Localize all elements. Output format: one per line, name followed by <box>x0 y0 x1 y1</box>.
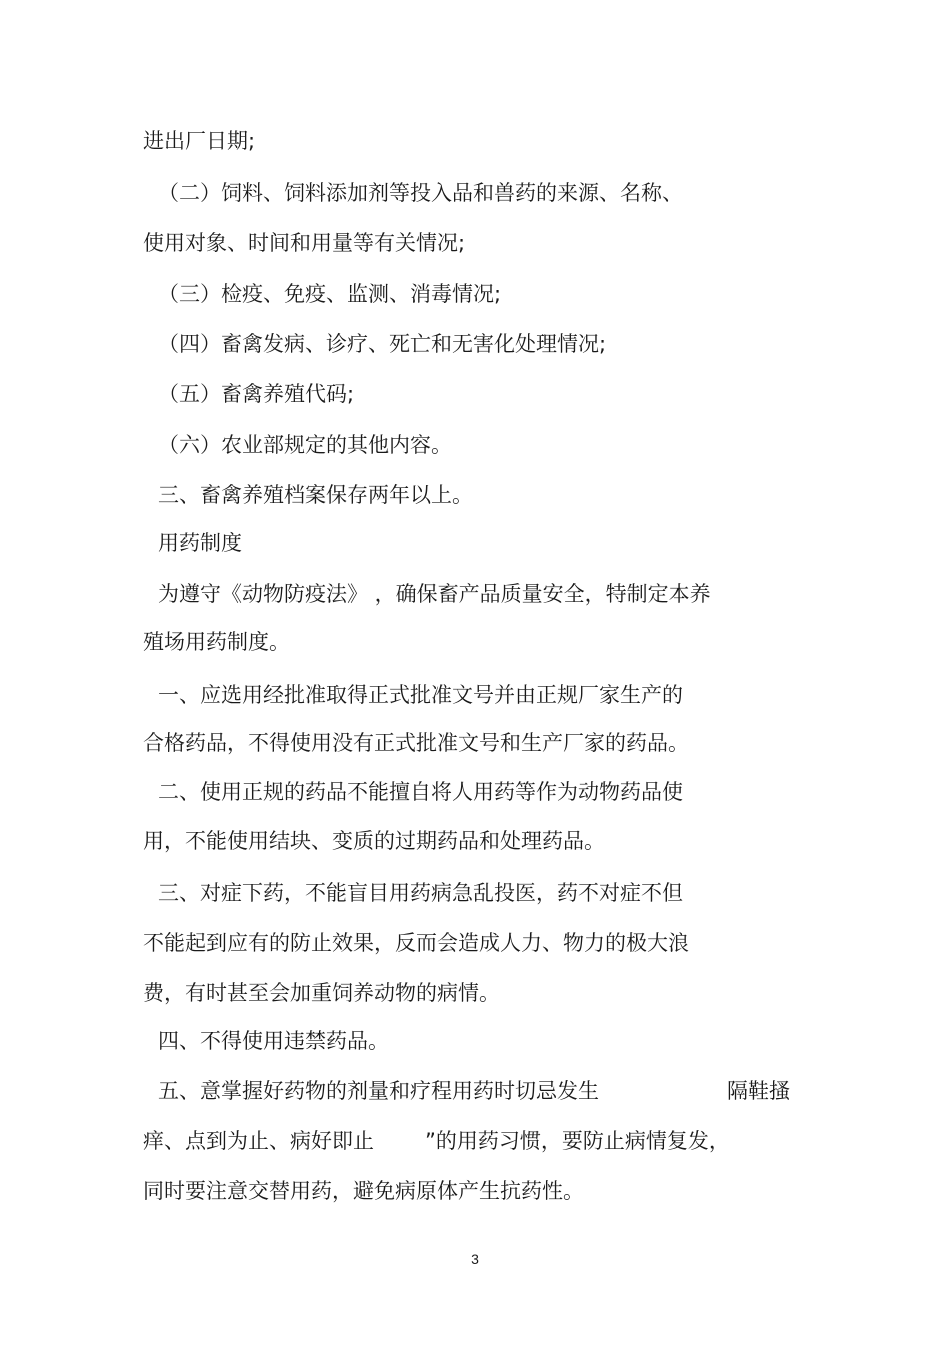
text-fragment: 隔鞋搔 <box>727 1079 790 1103</box>
text-fragment: ”的用药习惯，要防止病情复发， <box>425 1129 730 1153</box>
text-line: 费，有时甚至会加重饲养动物的病情。 <box>143 981 500 1005</box>
text-line: 同时要注意交替用药，避免病原体产生抗药性。 <box>143 1179 584 1203</box>
text-line: （二）饲料、饲料添加剂等投入品和兽药的来源、名称、 <box>158 181 683 205</box>
section-heading: 用药制度 <box>158 531 242 555</box>
text-line: 使用对象、时间和用量等有关情况; <box>143 231 466 255</box>
text-line: 五、意掌握好药物的剂量和疗程用药时切忌发生 <box>158 1079 599 1103</box>
text-line: （六）农业部规定的其他内容。 <box>158 433 452 457</box>
text-line: 三、对症下药，不能盲目用药病急乱投医，药不对症不但 <box>158 881 683 905</box>
text-line: 四、不得使用违禁药品。 <box>158 1029 389 1053</box>
text-line: 不能起到应有的防止效果，反而会造成人力、物力的极大浪 <box>143 931 689 955</box>
text-line: 进出厂日期; <box>143 129 256 153</box>
text-line: 合格药品，不得使用没有正式批准文号和生产厂家的药品。 <box>143 731 689 755</box>
text-line: 用，不能使用结块、变质的过期药品和处理药品。 <box>143 829 605 853</box>
text-line: 二、使用正规的药品不能擅自将人用药等作为动物药品使 <box>158 780 683 804</box>
text-line: 三、畜禽养殖档案保存两年以上。 <box>158 483 473 507</box>
text-line: （五）畜禽养殖代码; <box>158 382 355 406</box>
text-line: （三）检疫、免疫、监测、消毒情况; <box>158 282 502 306</box>
page-number: 3 <box>471 1251 479 1267</box>
text-line: 为遵守《动物防疫法》 ，确保畜产品质量安全，特制定本养 <box>158 582 711 606</box>
text-line: （四）畜禽发病、诊疗、死亡和无害化处理情况; <box>158 332 607 356</box>
text-line: 痒、点到为止、病好即止 <box>143 1129 374 1153</box>
text-line: 一、应选用经批准取得正式批准文号并由正规厂家生产的 <box>158 683 683 707</box>
text-line: 殖场用药制度。 <box>143 630 290 654</box>
